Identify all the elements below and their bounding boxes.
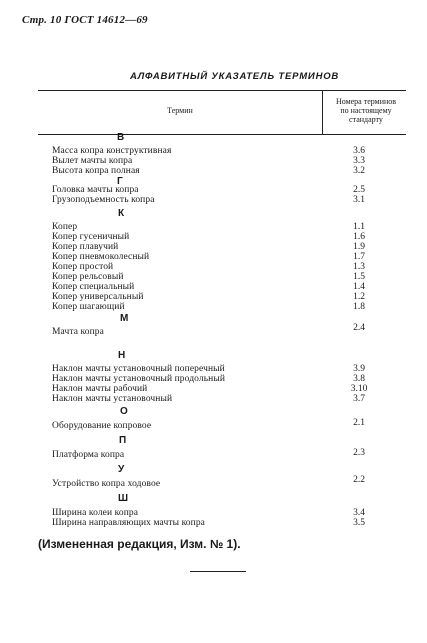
- amendment-note: (Измененная редакция, Изм. № 1).: [38, 537, 241, 551]
- footer-rule: [190, 571, 246, 572]
- column-header-number-line3: стандарту: [349, 115, 383, 124]
- column-header-number: [324, 97, 408, 124]
- term-number: 3.7: [353, 394, 365, 404]
- index-term: Копер специальный: [52, 282, 135, 292]
- term-number: 1.8: [353, 302, 365, 312]
- index-title: АЛФАВИТНЫЙ УКАЗАТЕЛЬ ТЕРМИНОВ: [130, 71, 340, 82]
- index-term: Копер рельсовый: [52, 272, 124, 282]
- index-term: Головка мачты копра: [52, 185, 139, 195]
- section-letter: К: [118, 208, 125, 219]
- index-term: Копер гусеничный: [52, 232, 130, 242]
- index-term: Копер: [52, 222, 78, 232]
- index-term: Наклон мачты установочный продольный: [52, 374, 226, 384]
- column-divider: [322, 90, 323, 134]
- page-header: Стр. 10 ГОСТ 14612—69: [22, 14, 148, 26]
- section-letter: Ш: [118, 493, 129, 504]
- index-term: Наклон мачты установочный поперечный: [52, 364, 225, 374]
- index-term: Копер пневмоколесный: [52, 252, 150, 262]
- term-number: 3.8: [353, 374, 365, 384]
- term-number: 3.5: [353, 518, 365, 528]
- term-number: 1.1: [353, 222, 365, 232]
- index-term: Копер простой: [52, 262, 114, 272]
- term-number: 2.1: [353, 418, 365, 428]
- index-term: Вылет мачты копра: [52, 156, 133, 166]
- term-number: 1.6: [353, 232, 365, 242]
- index-term: Масса копра конструктивная: [52, 146, 172, 156]
- section-letter: У: [118, 464, 125, 475]
- section-letter: П: [119, 435, 127, 446]
- section-letter: М: [120, 313, 129, 324]
- term-number: 1.7: [353, 252, 365, 262]
- section-letter: Н: [118, 350, 126, 361]
- index-term: Наклон мачты рабочий: [52, 384, 148, 394]
- index-term: Копер шагающий: [52, 302, 125, 312]
- section-letter: Г: [117, 176, 123, 187]
- term-number: 3.3: [353, 156, 365, 166]
- section-letter: В: [117, 132, 125, 143]
- index-term: Оборудование копровое: [52, 421, 152, 431]
- column-header-number-line1: Номера терминов: [335, 97, 397, 106]
- index-term: Ширина направляющих мачты копра: [52, 518, 205, 528]
- table-top-rule: [38, 90, 406, 91]
- table-header-rule: [38, 134, 406, 135]
- index-term: Платформа копра: [52, 450, 125, 460]
- term-number: 3.4: [353, 508, 365, 518]
- term-number: 3.10: [350, 384, 368, 394]
- index-term: Высота копра полная: [52, 166, 140, 176]
- term-number: 3.6: [353, 146, 365, 156]
- term-number: 3.9: [353, 364, 365, 374]
- term-number: 1.9: [353, 242, 365, 252]
- index-term: Копер универсальный: [52, 292, 144, 302]
- term-number: 2.5: [353, 185, 365, 195]
- index-term: Наклон мачты установочный: [52, 394, 173, 404]
- column-header-term: Термин: [167, 106, 193, 115]
- column-header-number-line2: по настоящему: [340, 106, 392, 115]
- term-number: 1.5: [353, 272, 365, 282]
- term-number: 3.1: [353, 195, 365, 205]
- term-number: 2.4: [353, 323, 365, 333]
- term-number: 1.2: [353, 292, 365, 302]
- index-term: Устройство копра ходовое: [52, 479, 161, 489]
- term-number: 1.4: [353, 282, 365, 292]
- index-term: Копер плавучий: [52, 242, 119, 252]
- term-number: 3.2: [353, 166, 365, 176]
- term-number: 1.3: [353, 262, 365, 272]
- index-term: Грузоподъемность копра: [52, 195, 155, 205]
- index-term: Мачта копра: [52, 327, 104, 337]
- term-number: 2.3: [353, 448, 365, 458]
- index-term: Ширина колеи копра: [52, 508, 139, 518]
- section-letter: О: [120, 406, 128, 417]
- term-number: 2.2: [353, 475, 365, 485]
